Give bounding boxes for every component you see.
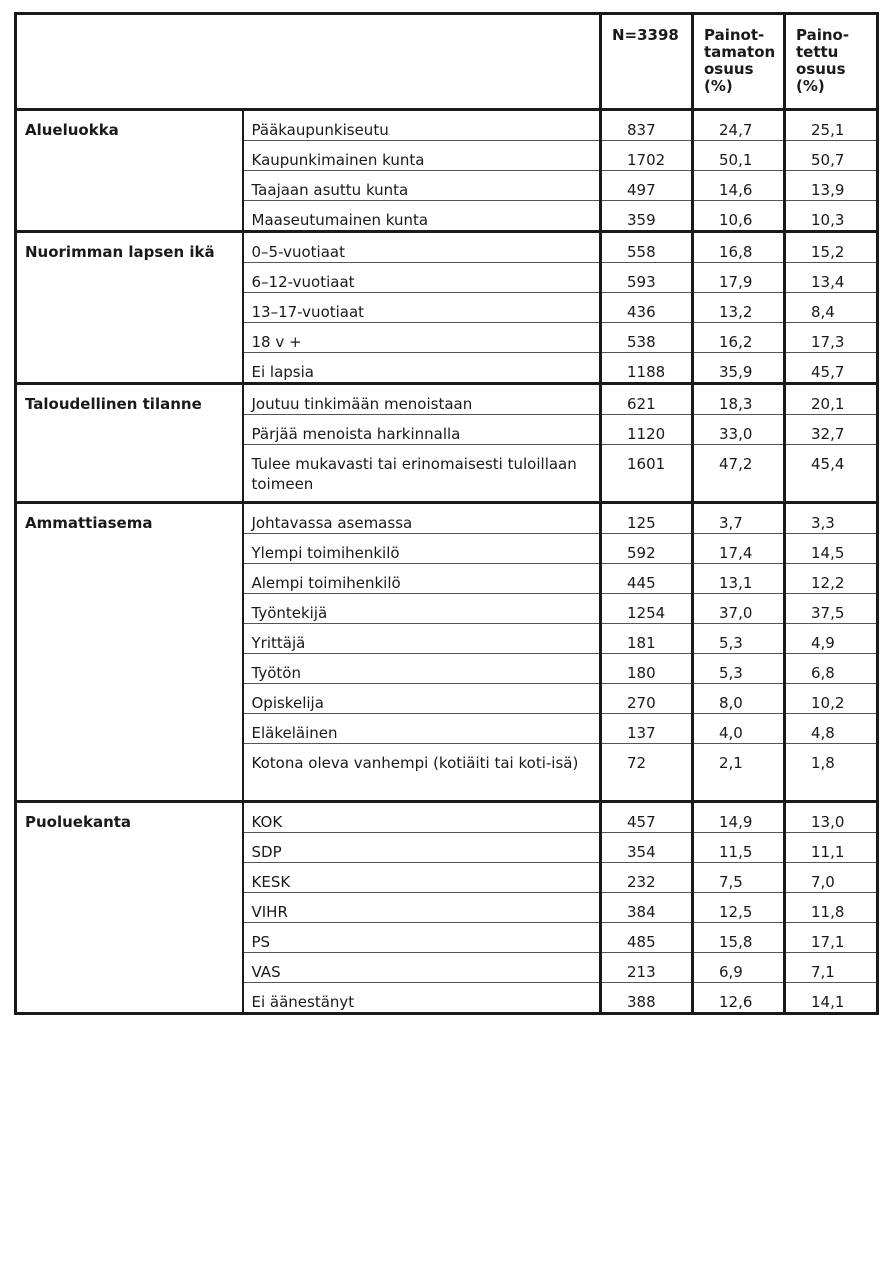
count-cell: 592 [601,534,693,564]
unweighted-share-cell: 3,7 [693,503,785,534]
weighted-share-cell: 6,8 [785,654,878,684]
weighted-share-cell: 13,9 [785,171,878,201]
unweighted-share-cell: 12,5 [693,893,785,923]
count-cell: 1702 [601,141,693,171]
unweighted-share-cell: 14,6 [693,171,785,201]
weighted-share-cell: 25,1 [785,110,878,141]
group-label: Ammattiasema [16,503,243,802]
unweighted-share-cell: 7,5 [693,863,785,893]
weighted-share-cell: 20,1 [785,384,878,415]
count-cell: 497 [601,171,693,201]
weighted-share-cell: 13,0 [785,802,878,833]
table-row [16,503,878,534]
unweighted-share-cell: 47,2 [693,445,785,503]
unweighted-share-cell: 24,7 [693,110,785,141]
header-n: N=3398 [601,14,693,110]
unweighted-share-cell: 17,9 [693,263,785,293]
row-label: VAS [243,953,601,983]
row-label: Opiskelija [243,684,601,714]
row-label: Tulee mukavasti tai erinomaisesti tuloillaan toimeen [243,445,601,503]
table-row [16,802,878,833]
count-cell: 558 [601,232,693,263]
row-label: Pärjää menoista harkinnalla [243,415,601,445]
weighted-share-cell: 1,8 [785,744,878,802]
weighted-share-cell: 13,4 [785,263,878,293]
header-empty-cell [16,14,601,110]
weighted-share-cell: 15,2 [785,232,878,263]
header-weighted: Paino- tettu osuus (%) [785,14,878,110]
count-cell: 270 [601,684,693,714]
weighted-share-cell: 11,8 [785,893,878,923]
row-label: PS [243,923,601,953]
unweighted-share-cell: 5,3 [693,624,785,654]
unweighted-share-cell: 15,8 [693,923,785,953]
count-cell: 72 [601,744,693,802]
unweighted-share-cell: 33,0 [693,415,785,445]
row-label: KESK [243,863,601,893]
unweighted-share-cell: 8,0 [693,684,785,714]
row-label: Maaseutumainen kunta [243,201,601,232]
weighted-share-cell: 14,5 [785,534,878,564]
row-label: VIHR [243,893,601,923]
weighted-share-cell: 50,7 [785,141,878,171]
header-unweighted: Painot- tamaton osuus (%) [693,14,785,110]
row-label: Pääkaupunkiseutu [243,110,601,141]
unweighted-share-cell: 5,3 [693,654,785,684]
row-label: Kotona oleva vanhempi (kotiäiti tai koti-isä) [243,744,601,802]
count-cell: 485 [601,923,693,953]
row-label: Johtavassa asemassa [243,503,601,534]
unweighted-share-cell: 17,4 [693,534,785,564]
count-cell: 593 [601,263,693,293]
row-label: Työntekijä [243,594,601,624]
weighted-share-cell: 10,2 [785,684,878,714]
unweighted-share-cell: 11,5 [693,833,785,863]
unweighted-share-cell: 35,9 [693,353,785,384]
unweighted-share-cell: 2,1 [693,744,785,802]
row-label: Yrittäjä [243,624,601,654]
count-cell: 384 [601,893,693,923]
count-cell: 436 [601,293,693,323]
row-label: KOK [243,802,601,833]
count-cell: 1254 [601,594,693,624]
unweighted-share-cell: 16,8 [693,232,785,263]
count-cell: 621 [601,384,693,415]
group-label: Puoluekanta [16,802,243,1014]
count-cell: 181 [601,624,693,654]
unweighted-share-cell: 13,2 [693,293,785,323]
count-cell: 359 [601,201,693,232]
unweighted-share-cell: 37,0 [693,594,785,624]
row-label: 13–17-vuotiaat [243,293,601,323]
row-label: 6–12-vuotiaat [243,263,601,293]
count-cell: 388 [601,983,693,1014]
row-label: Ei lapsia [243,353,601,384]
weighted-share-cell: 4,8 [785,714,878,744]
count-cell: 1601 [601,445,693,503]
weighted-share-cell: 4,9 [785,624,878,654]
unweighted-share-cell: 18,3 [693,384,785,415]
count-cell: 125 [601,503,693,534]
row-label: Ei äänestänyt [243,983,601,1014]
weighted-share-cell: 7,0 [785,863,878,893]
count-cell: 137 [601,714,693,744]
row-label: Alempi toimihenkilö [243,564,601,594]
count-cell: 538 [601,323,693,353]
row-label: 18 v + [243,323,601,353]
row-label: SDP [243,833,601,863]
count-cell: 445 [601,564,693,594]
weighted-share-cell: 7,1 [785,953,878,983]
weighted-share-cell: 32,7 [785,415,878,445]
count-cell: 232 [601,863,693,893]
unweighted-share-cell: 6,9 [693,953,785,983]
count-cell: 354 [601,833,693,863]
row-label: Joutuu tinkimään menoistaan [243,384,601,415]
row-label: Työtön [243,654,601,684]
weighted-share-cell: 12,2 [785,564,878,594]
table-row [16,384,878,415]
group-label: Taloudellinen tilanne [16,384,243,503]
count-cell: 180 [601,654,693,684]
weighted-share-cell: 17,3 [785,323,878,353]
group-label: Nuorimman lapsen ikä [16,232,243,384]
count-cell: 1188 [601,353,693,384]
row-label: Eläkeläinen [243,714,601,744]
respondent-distribution-table [14,12,879,1015]
weighted-share-cell: 10,3 [785,201,878,232]
unweighted-share-cell: 10,6 [693,201,785,232]
header-row [16,14,878,110]
weighted-share-cell: 14,1 [785,983,878,1014]
table-row [16,232,878,263]
count-cell: 837 [601,110,693,141]
unweighted-share-cell: 12,6 [693,983,785,1014]
row-label: Taajaan asuttu kunta [243,171,601,201]
unweighted-share-cell: 50,1 [693,141,785,171]
weighted-share-cell: 11,1 [785,833,878,863]
row-label: Kaupunkimainen kunta [243,141,601,171]
weighted-share-cell: 45,4 [785,445,878,503]
weighted-share-cell: 3,3 [785,503,878,534]
weighted-share-cell: 37,5 [785,594,878,624]
count-cell: 1120 [601,415,693,445]
weighted-share-cell: 17,1 [785,923,878,953]
unweighted-share-cell: 16,2 [693,323,785,353]
unweighted-share-cell: 4,0 [693,714,785,744]
group-label: Alueluokka [16,110,243,232]
unweighted-share-cell: 13,1 [693,564,785,594]
count-cell: 457 [601,802,693,833]
count-cell: 213 [601,953,693,983]
row-label: Ylempi toimihenkilö [243,534,601,564]
table-row [16,110,878,141]
row-label: 0–5-vuotiaat [243,232,601,263]
weighted-share-cell: 45,7 [785,353,878,384]
weighted-share-cell: 8,4 [785,293,878,323]
unweighted-share-cell: 14,9 [693,802,785,833]
